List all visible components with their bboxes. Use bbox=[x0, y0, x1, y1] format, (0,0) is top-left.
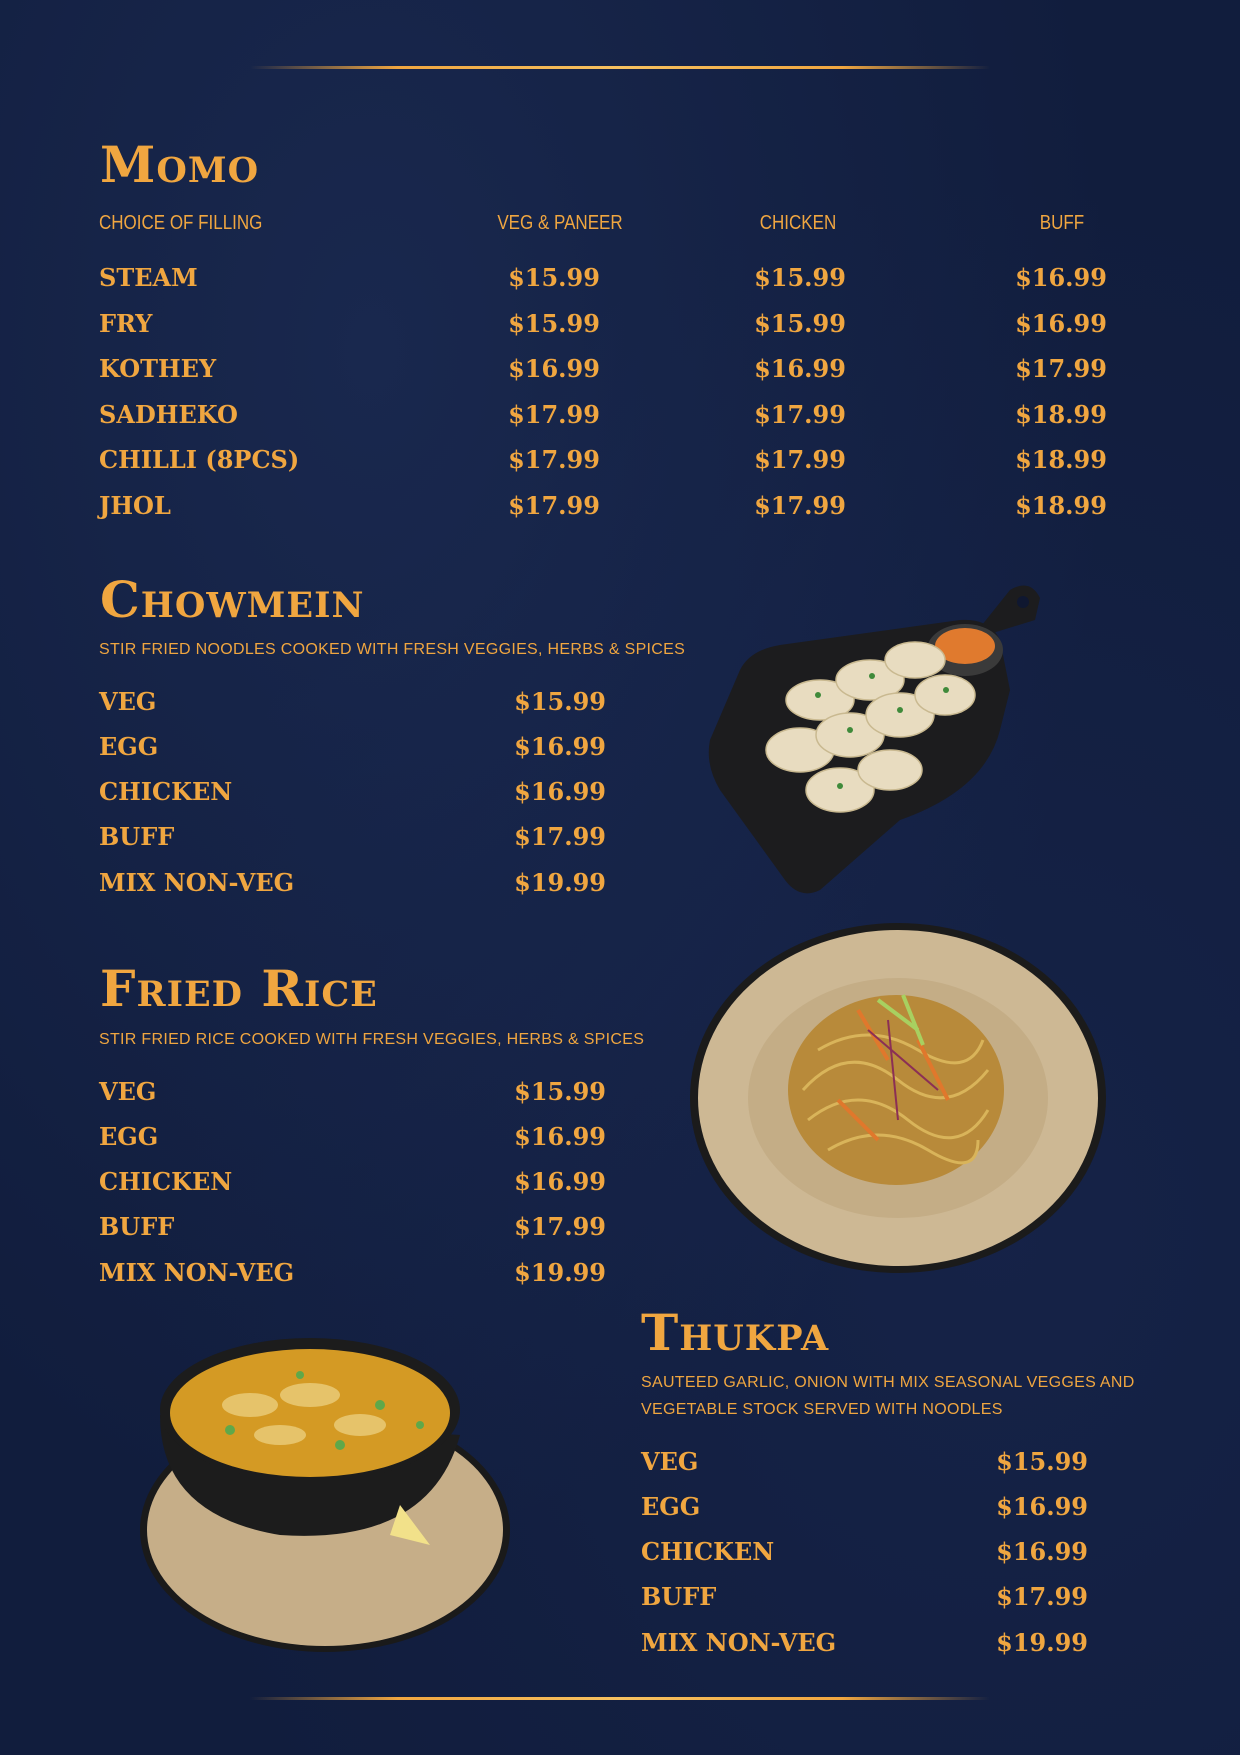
price-veg: $15.99 bbox=[508, 309, 600, 338]
menu-item-price: $16.99 bbox=[514, 777, 606, 806]
thukpa-row-egg bbox=[641, 1492, 1151, 1535]
thukpa-description-line1: SAUTEED GARLIC, ONION WITH MIX SEASONAL VEGGES AND bbox=[641, 1374, 1135, 1391]
menu-item-name: CHICKEN bbox=[99, 1167, 233, 1196]
thukpa-title: Thukpa bbox=[641, 1303, 830, 1362]
menu-item-price: $16.99 bbox=[996, 1537, 1088, 1566]
momo-title: Momo bbox=[100, 135, 260, 194]
menu-item-name: BUFF bbox=[99, 1212, 175, 1241]
menu-item-price: $19.99 bbox=[514, 1258, 606, 1287]
menu-item-name: FRY bbox=[99, 309, 153, 338]
momo-header-chicken: CHICKEN bbox=[759, 212, 837, 234]
menu-item-name: MIX NON-VEG bbox=[99, 1258, 295, 1287]
menu-item-price: $16.99 bbox=[996, 1492, 1088, 1521]
thukpa-row-buff bbox=[641, 1582, 1151, 1625]
thukpa-description-line2: VEGETABLE STOCK SERVED WITH NOODLES bbox=[641, 1401, 1003, 1418]
top-divider bbox=[250, 66, 990, 69]
menu-item-name: EGG bbox=[99, 732, 159, 761]
menu-item-name: EGG bbox=[641, 1492, 701, 1521]
price-veg: $16.99 bbox=[508, 354, 600, 383]
price-buff: $17.99 bbox=[1015, 354, 1107, 383]
fried-rice-row-veg bbox=[99, 1077, 609, 1120]
menu-item-price: $16.99 bbox=[514, 1122, 606, 1151]
menu-item-name: VEG bbox=[99, 687, 157, 716]
menu-item-price: $19.99 bbox=[996, 1628, 1088, 1657]
menu-item-name: CHICKEN bbox=[99, 777, 233, 806]
menu-item-name: EGG bbox=[99, 1122, 159, 1151]
momo-row-kothey bbox=[99, 354, 1107, 397]
menu-item-price: $17.99 bbox=[514, 1212, 606, 1241]
chowmein-description: STIR FRIED NOODLES COOKED WITH FRESH VEGGIES, HERBS & SPICES bbox=[99, 641, 686, 658]
price-veg: $17.99 bbox=[508, 445, 600, 474]
thukpa-bowl-photo bbox=[130, 1335, 510, 1655]
fried-rice-title: Fried Rice bbox=[100, 959, 378, 1018]
menu-item-name: VEG bbox=[99, 1077, 157, 1106]
menu-item-price: $17.99 bbox=[996, 1582, 1088, 1611]
price-buff: $18.99 bbox=[1015, 400, 1107, 429]
price-buff: $18.99 bbox=[1015, 491, 1107, 520]
menu-item-name: BUFF bbox=[641, 1582, 717, 1611]
price-chicken: $17.99 bbox=[754, 400, 846, 429]
menu-item-name: KOTHEY bbox=[99, 354, 217, 383]
menu-item-price: $15.99 bbox=[514, 1077, 606, 1106]
menu-item-name: SADHEKO bbox=[99, 400, 238, 429]
price-veg: $17.99 bbox=[508, 491, 600, 520]
chowmein-row-buff bbox=[99, 822, 609, 865]
menu-item-price: $17.99 bbox=[514, 822, 606, 851]
momo-row-fry bbox=[99, 309, 1107, 352]
price-buff: $16.99 bbox=[1015, 309, 1107, 338]
menu-item-name: BUFF bbox=[99, 822, 175, 851]
menu-item-name: CHILLI (8PCS) bbox=[99, 445, 300, 474]
momo-plate-photo bbox=[700, 580, 1050, 900]
price-veg: $15.99 bbox=[508, 263, 600, 292]
chowmein-bowl-photo bbox=[688, 920, 1108, 1275]
menu-item-price: $15.99 bbox=[514, 687, 606, 716]
price-buff: $18.99 bbox=[1015, 445, 1107, 474]
menu-item-price: $15.99 bbox=[996, 1447, 1088, 1476]
price-chicken: $15.99 bbox=[754, 263, 846, 292]
fried-rice-row-egg bbox=[99, 1122, 609, 1165]
thukpa-row-chicken bbox=[641, 1537, 1151, 1580]
fried-rice-description: STIR FRIED RICE COOKED WITH FRESH VEGGIES, HERBS & SPICES bbox=[99, 1031, 645, 1048]
price-chicken: $17.99 bbox=[754, 445, 846, 474]
menu-item-price: $16.99 bbox=[514, 1167, 606, 1196]
menu-item-name: JHOL bbox=[99, 491, 171, 520]
bottom-divider bbox=[250, 1697, 990, 1700]
price-veg: $17.99 bbox=[508, 400, 600, 429]
menu-item-price: $19.99 bbox=[514, 868, 606, 897]
chowmein-row-chicken bbox=[99, 777, 609, 820]
chowmein-row-veg bbox=[99, 687, 609, 730]
momo-header-filling: CHOICE OF FILLING bbox=[99, 212, 263, 234]
menu-item-name: MIX NON-VEG bbox=[641, 1628, 837, 1657]
price-buff: $16.99 bbox=[1015, 263, 1107, 292]
momo-row-sadheko bbox=[99, 400, 1107, 443]
price-chicken: $16.99 bbox=[754, 354, 846, 383]
fried-rice-row-chicken bbox=[99, 1167, 609, 1210]
momo-row-chilli bbox=[99, 445, 1107, 488]
price-chicken: $17.99 bbox=[754, 491, 846, 520]
chowmein-title: Chowmein bbox=[100, 570, 365, 629]
menu-item-name: CHICKEN bbox=[641, 1537, 775, 1566]
menu-item-name: STEAM bbox=[99, 263, 198, 292]
chowmein-row-egg bbox=[99, 732, 609, 775]
momo-row-jhol bbox=[99, 491, 1107, 534]
chowmein-row-mix bbox=[99, 868, 609, 911]
thukpa-row-mix bbox=[641, 1628, 1151, 1671]
momo-header-veg: VEG & PANEER bbox=[497, 212, 623, 234]
menu-item-name: MIX NON-VEG bbox=[99, 868, 295, 897]
price-chicken: $15.99 bbox=[754, 309, 846, 338]
momo-row-steam bbox=[99, 263, 1107, 306]
thukpa-row-veg bbox=[641, 1447, 1151, 1490]
momo-header-buff: BUFF bbox=[1039, 212, 1085, 234]
fried-rice-row-buff bbox=[99, 1212, 609, 1255]
fried-rice-row-mix bbox=[99, 1258, 609, 1301]
menu-item-price: $16.99 bbox=[514, 732, 606, 761]
menu-item-name: VEG bbox=[641, 1447, 699, 1476]
